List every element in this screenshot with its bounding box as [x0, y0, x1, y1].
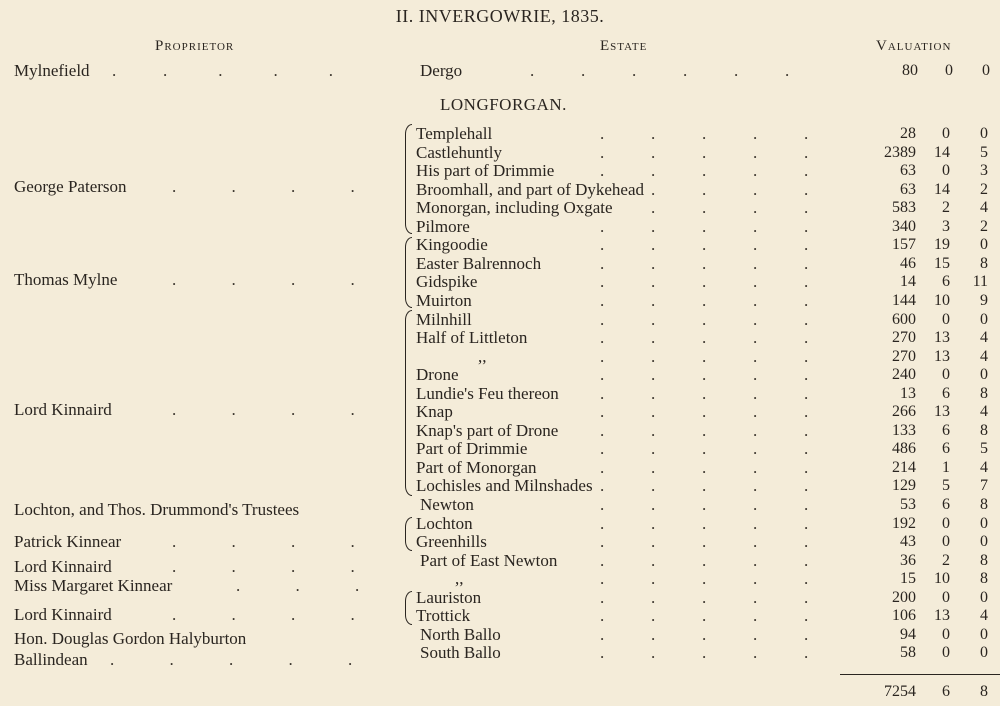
estate-name: Trottick	[416, 606, 471, 625]
pounds-cell: 53	[900, 496, 916, 513]
estate-name: Knap's part of Drone	[416, 421, 559, 440]
proprietor-name: Miss Margaret Kinnear	[14, 576, 173, 595]
pence-cell: 4	[980, 459, 988, 476]
leader-dots: . . . .	[172, 270, 355, 289]
leader-dots: . . . . .	[600, 272, 809, 291]
shillings-cell: 0	[942, 125, 950, 142]
leader-dots: . . . . .	[600, 532, 809, 551]
shillings-cell: 19	[934, 236, 950, 253]
estate-name: Broomhall, and part of Dykehead	[416, 180, 645, 199]
brace-thomas-mylne	[405, 237, 412, 308]
shillings-cell: 0	[942, 366, 950, 383]
proprietor-header: Proprietor	[155, 38, 235, 54]
shillings-cell: 2	[942, 199, 950, 216]
shillings-cell: 13	[934, 329, 950, 346]
leader-dots: . . . . .	[600, 421, 809, 440]
pence-cell: 0	[980, 626, 988, 643]
shillings-cell: 1	[942, 459, 950, 476]
leader-dots: . . . . .	[600, 235, 809, 254]
estate-name: Kingoodie	[416, 235, 488, 254]
leader-dots: . . . . .	[110, 650, 353, 669]
valuation-header: Valuation	[876, 38, 952, 54]
shillings-cell: 0	[942, 589, 950, 606]
leader-dots: . . . . .	[600, 439, 809, 458]
leader-dots: . . . . .	[600, 551, 809, 570]
pence-cell: 8	[980, 496, 988, 513]
shillings-cell: 13	[934, 607, 950, 624]
estate-name: Half of Littleton	[416, 328, 528, 347]
estate-name: Muirton	[416, 291, 472, 310]
pence-cell: 0	[980, 644, 988, 661]
estate-name: Part of East Newton	[420, 551, 558, 570]
estate-name: Castlehuntly	[416, 143, 502, 162]
pounds-cell: 340	[892, 218, 916, 235]
brace-patrick-kinnear	[405, 517, 412, 551]
leader-dots: . . . . .	[600, 254, 809, 273]
leader-dots: . . . . . .	[530, 61, 790, 80]
brace-lord-kinnaird	[405, 310, 412, 496]
shillings-cell: 15	[934, 255, 950, 272]
pence-cell: 0	[980, 125, 988, 142]
pence-cell: 0	[982, 62, 990, 79]
shillings-cell: 13	[934, 403, 950, 420]
estate-name: Milnhill	[416, 310, 472, 329]
leader-dots: . . . . .	[600, 198, 809, 217]
pounds-cell: 240	[892, 366, 916, 383]
estate-name: Lundie's Feu thereon	[416, 384, 559, 403]
shillings-cell: 6	[942, 440, 950, 457]
pence-cell: 0	[980, 236, 988, 253]
pounds-cell: 36	[900, 552, 916, 569]
total-shillings: 6	[942, 683, 950, 700]
leader-dots: . . . .	[172, 557, 355, 576]
shillings-cell: 10	[934, 570, 950, 587]
pounds-cell: 63	[900, 162, 916, 179]
pence-cell: 2	[980, 181, 988, 198]
estate-name: Knap	[416, 402, 453, 421]
pence-cell: 2	[980, 218, 988, 235]
pounds-cell: 486	[892, 440, 916, 457]
shillings-cell: 0	[942, 162, 950, 179]
page-title: II. INVERGOWRIE, 1835.	[395, 6, 605, 26]
pence-cell: 8	[980, 552, 988, 569]
leader-dots: . . . . .	[600, 161, 809, 180]
shillings-cell: 0	[945, 62, 953, 79]
pounds-cell: 214	[892, 459, 916, 476]
pounds-cell: 80	[902, 62, 918, 79]
leader-dots: . . . . .	[600, 384, 809, 403]
pounds-cell: 63	[900, 181, 916, 198]
pounds-cell: 600	[892, 311, 916, 328]
leader-dots: . . . . .	[112, 61, 333, 80]
pence-cell: 5	[980, 440, 988, 457]
pounds-cell: 129	[892, 477, 916, 494]
pounds-cell: 266	[892, 403, 916, 420]
estate-name: Lochisles and Milnshades	[416, 476, 593, 495]
brace-george-paterson	[405, 124, 412, 234]
pounds-cell: 270	[892, 348, 916, 365]
leader-dots: . . . . .	[600, 514, 809, 533]
shillings-cell: 14	[934, 181, 950, 198]
pounds-cell: 28	[900, 125, 916, 142]
pence-cell: 4	[980, 199, 988, 216]
pounds-cell: 200	[892, 589, 916, 606]
leader-dots: . . . . .	[600, 643, 809, 662]
pounds-cell: 43	[900, 533, 916, 550]
pounds-cell: 192	[892, 515, 916, 532]
pounds-cell: 46	[900, 255, 916, 272]
leader-dots: . . . . .	[600, 365, 809, 384]
pence-cell: 4	[980, 403, 988, 420]
leader-dots: . . . . .	[600, 310, 809, 329]
shillings-cell: 14	[934, 144, 950, 161]
pence-cell: 0	[980, 515, 988, 532]
estate-name: Part of Drimmie	[416, 439, 528, 458]
estate-name: Drone	[416, 365, 459, 384]
estate-name: Monorgan, including Oxgate	[416, 198, 613, 217]
pence-cell: 3	[980, 162, 988, 179]
estate-name: Lochton	[416, 514, 473, 533]
proprietor-name: Lord Kinnaird	[14, 400, 112, 419]
proprietor-name: Lord Kinnaird	[14, 605, 112, 624]
leader-dots: . . . . .	[600, 347, 809, 366]
leader-dots: . . . . .	[600, 458, 809, 477]
leader-dots: . . . .	[172, 532, 355, 551]
pence-cell: 0	[980, 366, 988, 383]
proprietor-name: Lochton, and Thos. Drummond's Trustees	[14, 500, 300, 519]
pence-cell: 4	[980, 607, 988, 624]
section-heading: LONGFORGAN.	[440, 95, 567, 114]
pounds-cell: 144	[892, 292, 916, 309]
leader-dots: . . . .	[172, 605, 355, 624]
pounds-cell: 14	[900, 273, 916, 290]
leader-dots: . . . . .	[600, 143, 809, 162]
proprietor-name: Patrick Kinnear	[14, 532, 122, 551]
shillings-cell: 2	[942, 552, 950, 569]
estate-name: ,,	[455, 569, 464, 588]
shillings-cell: 0	[942, 644, 950, 661]
estate-header: Estate	[600, 38, 648, 54]
estate-name: His part of Drimmie	[416, 161, 555, 180]
leader-dots: . . . . .	[600, 291, 809, 310]
shillings-cell: 0	[942, 311, 950, 328]
proprietor-name: Lord Kinnaird	[14, 557, 112, 576]
estate-name: Templehall	[416, 124, 493, 143]
leader-dots: . . . . .	[600, 588, 809, 607]
leader-dots: . . . . .	[600, 217, 809, 236]
leader-dots: . . . . .	[600, 606, 809, 625]
estate-dergo: Dergo	[420, 61, 463, 80]
leader-dots: . . . . .	[600, 495, 809, 514]
pence-cell: 7	[980, 477, 988, 494]
proprietor-name: Ballindean	[14, 650, 88, 669]
shillings-cell: 6	[942, 273, 950, 290]
estate-name: Part of Monorgan	[416, 458, 537, 477]
pounds-cell: 583	[892, 199, 916, 216]
shillings-cell: 13	[934, 348, 950, 365]
estate-name: Greenhills	[416, 532, 487, 551]
pence-cell: 8	[980, 422, 988, 439]
pence-cell: 11	[972, 273, 988, 290]
leader-dots: . . . . .	[600, 124, 809, 143]
shillings-cell: 3	[942, 218, 950, 235]
leader-dots: . . . .	[172, 400, 355, 419]
pounds-cell: 58	[900, 644, 916, 661]
proprietor-mylnefield: Mylnefield	[14, 61, 90, 80]
pounds-cell: 94	[900, 626, 916, 643]
pence-cell: 0	[980, 589, 988, 606]
pounds-cell: 157	[892, 236, 916, 253]
pounds-cell: 106	[892, 607, 916, 624]
pence-cell: 0	[980, 533, 988, 550]
pence-cell: 8	[980, 255, 988, 272]
shillings-cell: 6	[942, 422, 950, 439]
proprietor-name: Hon. Douglas Gordon Halyburton	[14, 629, 247, 648]
estate-name: South Ballo	[420, 643, 501, 662]
pence-cell: 9	[980, 292, 988, 309]
estate-name: Pilmore	[416, 217, 470, 236]
total-rule	[840, 674, 1000, 675]
estate-name: Gidspike	[416, 272, 478, 291]
estate-name: ,,	[478, 347, 487, 366]
pounds-cell: 13	[900, 385, 916, 402]
pounds-cell: 2389	[884, 144, 916, 161]
shillings-cell: 6	[942, 496, 950, 513]
leader-dots: . . . . .	[600, 625, 809, 644]
leader-dots: . . . . .	[600, 328, 809, 347]
pence-cell: 5	[980, 144, 988, 161]
estate-name: Lauriston	[416, 588, 482, 607]
shillings-cell: 10	[934, 292, 950, 309]
pence-cell: 4	[980, 348, 988, 365]
shillings-cell: 5	[942, 477, 950, 494]
pence-cell: 0	[980, 311, 988, 328]
estate-name: North Ballo	[420, 625, 501, 644]
proprietor-name: Thomas Mylne	[14, 270, 118, 289]
total-pence: 8	[980, 683, 988, 700]
proprietor-name: George Paterson	[14, 177, 127, 196]
estate-name: Newton	[420, 495, 474, 514]
shillings-cell: 6	[942, 385, 950, 402]
leader-dots: . . . . .	[600, 569, 809, 588]
pounds-cell: 270	[892, 329, 916, 346]
shillings-cell: 0	[942, 626, 950, 643]
leader-dots: . . .	[236, 576, 360, 595]
pence-cell: 8	[980, 570, 988, 587]
pence-cell: 8	[980, 385, 988, 402]
leader-dots: . . . .	[172, 177, 355, 196]
leader-dots: . . . . .	[600, 180, 809, 199]
total-pounds: 7254	[884, 683, 916, 700]
shillings-cell: 0	[942, 533, 950, 550]
pounds-cell: 133	[892, 422, 916, 439]
leader-dots: . . . . .	[600, 476, 809, 495]
leader-dots: . . . . .	[600, 402, 809, 421]
pence-cell: 4	[980, 329, 988, 346]
brace-lord-kinnaird-lauriston	[405, 591, 412, 625]
estate-name: Easter Balrennoch	[416, 254, 542, 273]
shillings-cell: 0	[942, 515, 950, 532]
pounds-cell: 15	[900, 570, 916, 587]
